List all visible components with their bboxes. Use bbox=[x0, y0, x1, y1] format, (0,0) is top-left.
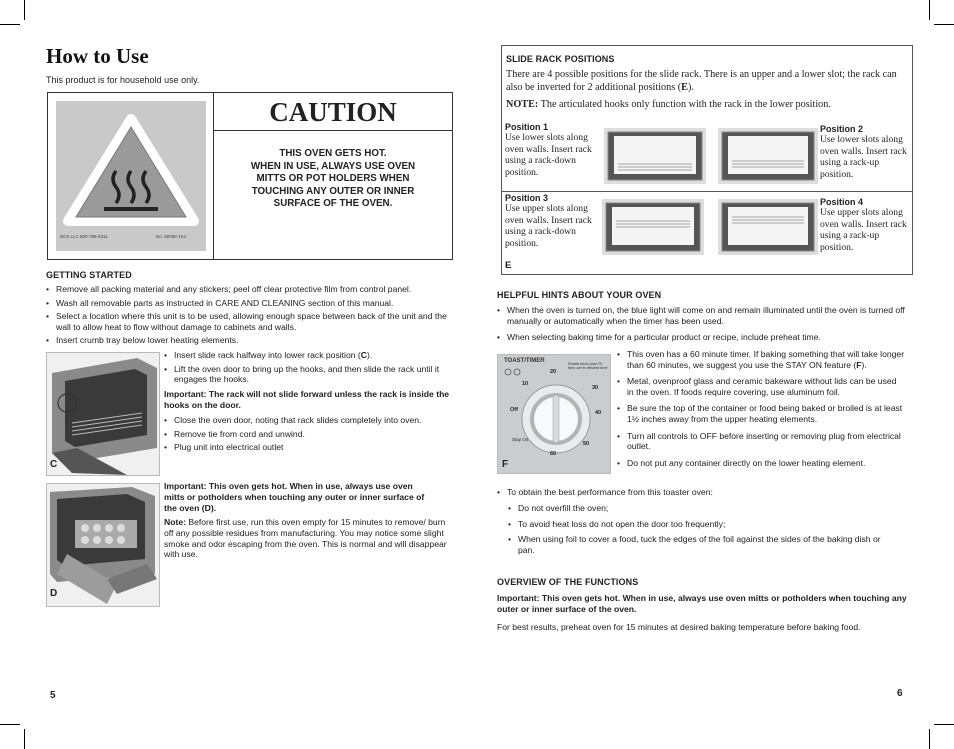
getting-started-list bbox=[46, 284, 451, 349]
caution-line: THIS OVEN GETS HOT. bbox=[279, 148, 387, 159]
figure-e-label: E bbox=[505, 260, 512, 271]
overview-heading: OVERVIEW OF THE FUNCTIONS bbox=[497, 577, 639, 587]
crop-mark bbox=[24, 0, 25, 20]
list-item bbox=[617, 349, 905, 370]
note-label: NOTE: bbox=[506, 99, 539, 110]
timer-number: 60 bbox=[550, 451, 557, 457]
best-performance-sub-list bbox=[508, 503, 888, 558]
text-run: the oven ( bbox=[164, 502, 205, 513]
caution-heading: CAUTION bbox=[214, 93, 452, 131]
timer-brand: TOAST/TIMER bbox=[504, 358, 545, 364]
position-4 bbox=[820, 197, 912, 253]
crop-mark bbox=[0, 724, 20, 725]
slide-rack-heading: SLIDE RACK POSITIONS bbox=[506, 54, 615, 64]
overview-important: Important: This oven gets hot. When in use, always use oven mitts or potholders when touching any outer or inner surface of the oven. bbox=[497, 593, 907, 614]
list-item bbox=[164, 350, 452, 361]
list-item: • To obtain the best performance from this toaster oven: bbox=[497, 487, 907, 498]
helpful-hints-heading: HELPFUL HINTS ABOUT YOUR OVEN bbox=[497, 290, 662, 300]
list-item: • Be sure the top of the container or food being baked or broiled is at least 1½ inches away from the upper heating elements. bbox=[617, 403, 905, 424]
figure-c-label: C bbox=[50, 459, 58, 470]
row-divider bbox=[502, 191, 912, 192]
list-item: • Do not put any container directly on the lower heating element. bbox=[617, 458, 905, 469]
timer-number: 20 bbox=[550, 369, 557, 375]
timer-hints-list bbox=[617, 349, 905, 471]
timer-number: 10 bbox=[522, 381, 529, 387]
timer-number: 50 bbox=[583, 441, 590, 447]
list-item: • Close the oven door, noting that rack slides completely into oven. bbox=[164, 415, 452, 426]
text-line bbox=[164, 503, 456, 514]
text-line: mitts or potholders when touching any outer or inner surface of bbox=[164, 491, 425, 502]
crop-mark bbox=[934, 724, 954, 725]
note-text: The articulated hooks only function with the rack in the lower position. bbox=[538, 99, 831, 110]
list-item: • When the oven is turned on, the blue light will come on and remain illuminated until the oven is turned off manually or automatically when the timer has been used. bbox=[497, 305, 907, 326]
figure-f-label: F bbox=[502, 459, 509, 470]
list-item: • Select a location where this unit is to be used, allowing enough space between back of the unit and the wall to allow heat to flow without damage to cabinets and walls. bbox=[46, 311, 451, 332]
list-item: • Turn all controls to OFF before inserting or removing plug from electrical outlet. bbox=[617, 431, 905, 452]
crop-mark bbox=[929, 0, 930, 20]
oven-mitt-baking-illustration bbox=[47, 484, 159, 606]
overview-text: For best results, preheat oven for 15 minutes at desired baking temperature before baking food. bbox=[497, 622, 861, 632]
page-title: How to Use bbox=[46, 44, 149, 68]
section-d-note bbox=[164, 517, 454, 560]
caution-line: SURFACE OF THE OVEN. bbox=[273, 198, 393, 209]
list-item: • Remove tie from cord and unwind. bbox=[164, 429, 452, 440]
timer-note: Rotate knob past 20 then set to desired time bbox=[568, 362, 608, 371]
caution-box bbox=[47, 92, 453, 260]
position-3 bbox=[505, 193, 600, 249]
position-text: Use upper slots along oven walls. Insert rack using a rack-down position. bbox=[505, 203, 592, 249]
text-run: ). bbox=[366, 350, 373, 360]
position-title: Position 1 bbox=[505, 122, 549, 132]
oven-position-1-illustration bbox=[604, 128, 706, 184]
figure-d-label: D bbox=[50, 588, 58, 599]
caution-line: TOUCHING ANY OUTER OR INNER bbox=[251, 185, 415, 197]
helpful-hints-list bbox=[497, 305, 907, 346]
figure-c-photo bbox=[46, 352, 160, 476]
note-text: Before first use, run this oven empty for 15 minutes to remove/ burn off any possible residues from manufacturing. You may notice some slight smoke and odor escaping from the oven. This is normal and will disappear with use. bbox=[164, 517, 447, 560]
oven-rack-insertion-illustration bbox=[47, 353, 159, 475]
list-item: • Remove all packing material and any stickers; peel off clear protective film from control panel. bbox=[46, 284, 451, 295]
oven-position-4-illustration bbox=[718, 199, 818, 255]
figure-ref: E bbox=[681, 81, 688, 93]
figure-f-photo bbox=[497, 354, 611, 474]
page-number-right: 6 bbox=[897, 688, 903, 699]
position-title: Position 4 bbox=[820, 197, 864, 207]
figure-ref: D bbox=[204, 502, 211, 513]
figure-ref: F bbox=[856, 359, 862, 370]
symbol-caption-left: BCS LLC 800-788-6311 bbox=[60, 234, 108, 239]
hot-surface-symbol-panel bbox=[48, 93, 214, 259]
text-run: There are 4 possible positions for the slide rack. There is an upper and a lower slot; the rack can also be inverted for 2 additional positions ( bbox=[506, 69, 897, 93]
list-item: • When selecting baking time for a particular product or recipe, include preheat time. bbox=[497, 332, 907, 343]
text-run: ). bbox=[687, 81, 694, 93]
position-title: Position 3 bbox=[505, 193, 549, 203]
list-item: • Metal, ovenproof glass and ceramic bakeware without lids can be used in the oven. If foods require covering, use aluminum foil. bbox=[617, 376, 905, 397]
list-item: • To avoid heat loss do not open the door too frequently; bbox=[508, 519, 888, 530]
caution-text bbox=[214, 148, 452, 211]
timer-number: 40 bbox=[595, 410, 602, 416]
section-c-list-after bbox=[164, 415, 452, 456]
getting-started-heading: GETTING STARTED bbox=[46, 270, 132, 280]
position-2 bbox=[820, 124, 912, 180]
oven-position-3-illustration bbox=[602, 199, 704, 255]
section-c-important: Important: The rack will not slide forward unless the rack is inside the hooks on the door. bbox=[164, 389, 450, 410]
text-run: Insert slide rack halfway into lower rack position ( bbox=[174, 350, 361, 360]
text-run: This oven has a 60 minute timer. If baking something that will take longer than 60 minutes, we suggest you use the STAY ON feature ( bbox=[627, 349, 905, 370]
list-item: • Wash all removable parts as instructed in CARE AND CLEANING section of this manual. bbox=[46, 298, 451, 309]
text-run: ). bbox=[861, 359, 867, 370]
timer-stay-on-label: Stay On bbox=[512, 437, 529, 442]
caution-line: WHEN IN USE, ALWAYS USE OVEN bbox=[250, 160, 416, 172]
oven-position-2-illustration bbox=[718, 128, 818, 184]
list-item: • Plug unit into electrical outlet bbox=[164, 442, 452, 453]
slide-rack-intro bbox=[506, 69, 910, 94]
list-item: • When using foil to cover a food, tuck the edges of the foil against the sides of the baking dish or pan. bbox=[508, 534, 888, 555]
crop-mark bbox=[0, 24, 20, 25]
position-text: Use lower slots along oven walls. Insert rack using a rack-up position. bbox=[820, 134, 907, 180]
crop-mark bbox=[934, 24, 954, 25]
text-line: Important: This oven gets hot. When in use, always use oven bbox=[164, 481, 413, 491]
timer-number: 30 bbox=[592, 385, 599, 391]
figure-ref: C bbox=[360, 350, 367, 360]
symbol-caption-right: No. 80098-1K1 bbox=[156, 234, 187, 239]
section-c-list bbox=[164, 350, 452, 388]
position-text: Use lower slots along oven walls. Insert rack using a rack-down position. bbox=[505, 132, 592, 178]
position-1 bbox=[505, 122, 600, 178]
list-item: • Do not overfill the oven; bbox=[508, 503, 888, 514]
slide-rack-note bbox=[506, 99, 910, 110]
note-label: Note: bbox=[164, 517, 186, 527]
section-d-important bbox=[164, 481, 456, 513]
crop-mark bbox=[24, 729, 25, 749]
crop-mark bbox=[929, 729, 930, 749]
list-item: • Lift the oven door to bring up the hooks, and then slide the rack until it engages the hooks. bbox=[164, 364, 452, 385]
position-text: Use upper slots along oven walls. Insert rack using a rack-up position. bbox=[820, 207, 907, 253]
page-number-left: 5 bbox=[50, 690, 56, 701]
position-title: Position 2 bbox=[820, 124, 864, 134]
slide-rack-positions-box bbox=[501, 45, 913, 275]
list-item: • Insert crumb tray below lower heating elements. bbox=[46, 335, 451, 346]
caution-line: MITTS OR POT HOLDERS WHEN bbox=[256, 173, 410, 184]
figure-d-photo bbox=[46, 483, 160, 607]
best-performance-list bbox=[497, 487, 907, 501]
text-run: ). bbox=[210, 502, 217, 513]
timer-off-label: Off bbox=[510, 407, 518, 413]
household-note: This product is for household use only. bbox=[46, 75, 200, 85]
